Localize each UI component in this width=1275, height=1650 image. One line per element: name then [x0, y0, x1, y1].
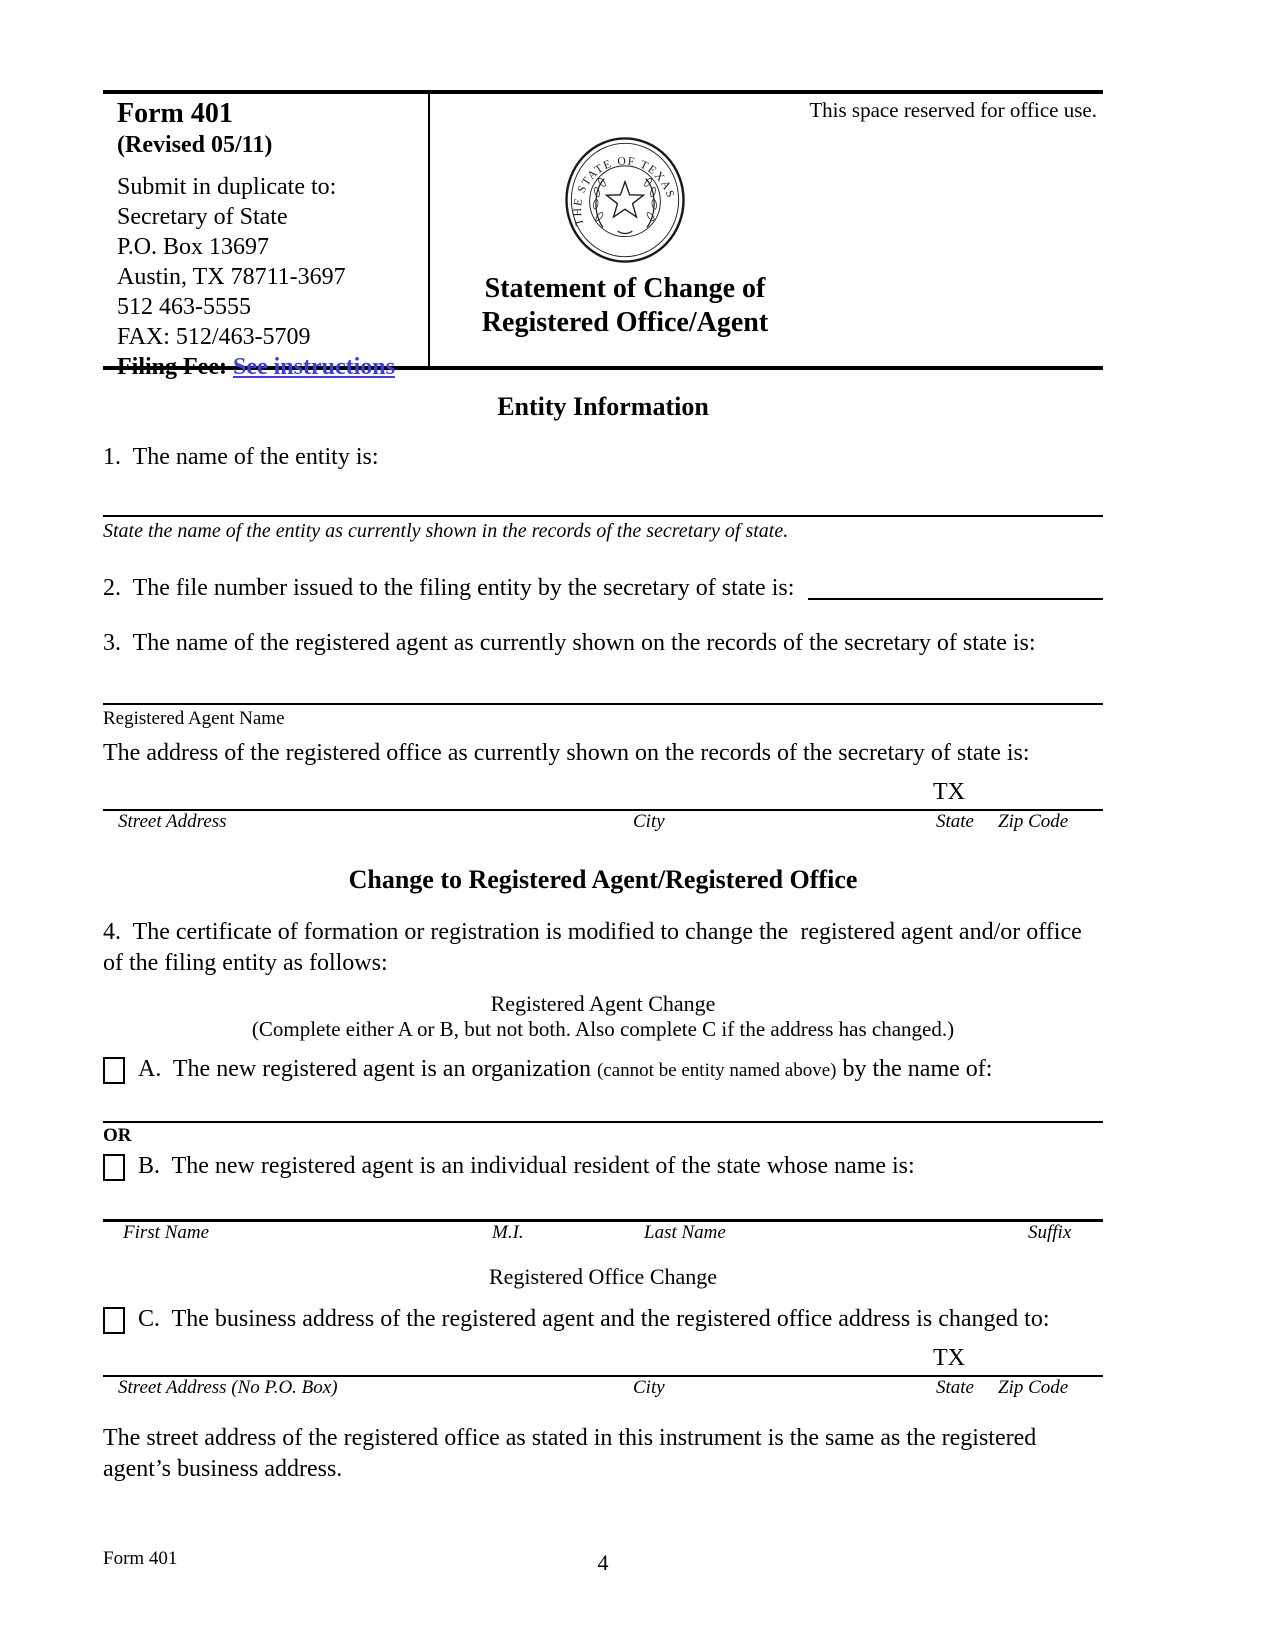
office-use-note: This space reserved for office use. [809, 98, 1097, 122]
sos-phone: 512 463-5555 [117, 294, 251, 321]
or-label: OR [103, 1125, 132, 1147]
file-number-line[interactable] [808, 598, 1103, 600]
street-address-label: Street Address [118, 810, 227, 832]
middle-initial-label: M.I. [492, 1221, 524, 1243]
zip-code-label: Zip Code [998, 810, 1069, 832]
current-state-value: TX [933, 778, 965, 805]
first-name-label: First Name [123, 1221, 210, 1243]
document-title-line2: Registered Office/Agent [481, 306, 769, 338]
option-c-checkbox[interactable] [103, 1307, 125, 1334]
new-address-labels [103, 1377, 1103, 1403]
see-instructions-link[interactable]: See instructions [232, 354, 395, 381]
footer-page-number: 4 [597, 1550, 609, 1575]
option-a-checkbox[interactable] [103, 1057, 125, 1084]
option-b-checkbox[interactable] [103, 1154, 125, 1181]
form-header [103, 90, 1103, 381]
state-label: State [936, 810, 974, 832]
option-a-row [103, 1054, 1103, 1085]
footer-form-label: Form 401 [103, 1548, 178, 1569]
agent-change-subheading: Registered Agent Change [490, 991, 716, 1017]
filing-fee-label: Filing Fee: [117, 354, 233, 381]
entity-information-heading: Entity Information [497, 392, 709, 421]
sos-name: Secretary of State [117, 204, 288, 231]
sos-pobox: P.O. Box 13697 [117, 234, 270, 261]
option-a-parenthetical: (cannot be entity named above) [596, 1060, 837, 1082]
document-title-line1: Statement of Change of [484, 273, 766, 304]
option-c-text: C. The business address of the registered agent and the registered office address is changed to: [138, 1305, 1050, 1332]
state-label-2: State [936, 1376, 974, 1398]
street-address-nopo-label: Street Address (No P.O. Box) [118, 1376, 338, 1398]
option-b-text: B. The new registered agent is an individual resident of the state whose name is: [138, 1153, 915, 1180]
option-c-row [103, 1304, 1103, 1335]
form-info-box [103, 94, 430, 381]
document-title [455, 272, 795, 339]
current-office-address-prompt: The address of the registered office as currently shown on the records of the secretary of state is: [103, 739, 1030, 766]
city-label-2: City [633, 1376, 665, 1398]
suffix-label: Suffix [1028, 1221, 1072, 1243]
sos-city: Austin, TX 78711-3697 [117, 264, 346, 291]
seal-text: THE STATE OF TEXAS [570, 154, 678, 228]
form-revision: (Revised 05/11) [117, 132, 273, 159]
item1-entity-name-prompt: 1. The name of the entity is: [103, 444, 379, 470]
sos-fax: FAX: 512/463-5709 [117, 324, 311, 351]
filing-fee-line [117, 352, 414, 382]
option-a-text: A. The new registered agent is an organization (cannot be entity named above) by the name of: [138, 1056, 993, 1083]
agent-change-note: (Complete either A or B, but not both. Also complete C if the address has changed.) [251, 1017, 955, 1042]
last-name-label: Last Name [644, 1221, 726, 1243]
item2-file-number-prompt: 2. The file number issued to the filing entity by the secretary of state is: [103, 575, 795, 602]
item4-change-prompt: 4. The certificate of formation or registration is modified to change the registered agent and/or office of the filing entity as follows: [103, 918, 1088, 976]
agent-name-label: Registered Agent Name [103, 707, 285, 729]
item3-agent-name-prompt: 3. The name of the registered agent as currently shown on the records of the secretary of state is: [103, 630, 1036, 657]
current-address-labels [103, 811, 1103, 837]
texas-state-seal-image [455, 136, 795, 264]
entity-name-help: State the name of the entity as currently shown in the records of the secretary of state. [103, 520, 789, 543]
change-section-heading: Change to Registered Agent/Registered Office [348, 864, 858, 894]
same-address-statement: The street address of the registered office as stated in this instrument is the same as the registered agent’s business address. [103, 1424, 1043, 1482]
submit-instruction: Submit in duplicate to: [117, 174, 337, 201]
office-change-subheading: Registered Office Change [488, 1263, 718, 1289]
individual-name-labels [103, 1222, 1103, 1248]
city-label: City [633, 810, 665, 832]
header-center [430, 94, 1103, 366]
zip-code-label-2: Zip Code [998, 1376, 1069, 1398]
new-state-value: TX [933, 1344, 965, 1371]
option-b-row [103, 1151, 1103, 1182]
form-number: Form 401 [117, 98, 233, 129]
